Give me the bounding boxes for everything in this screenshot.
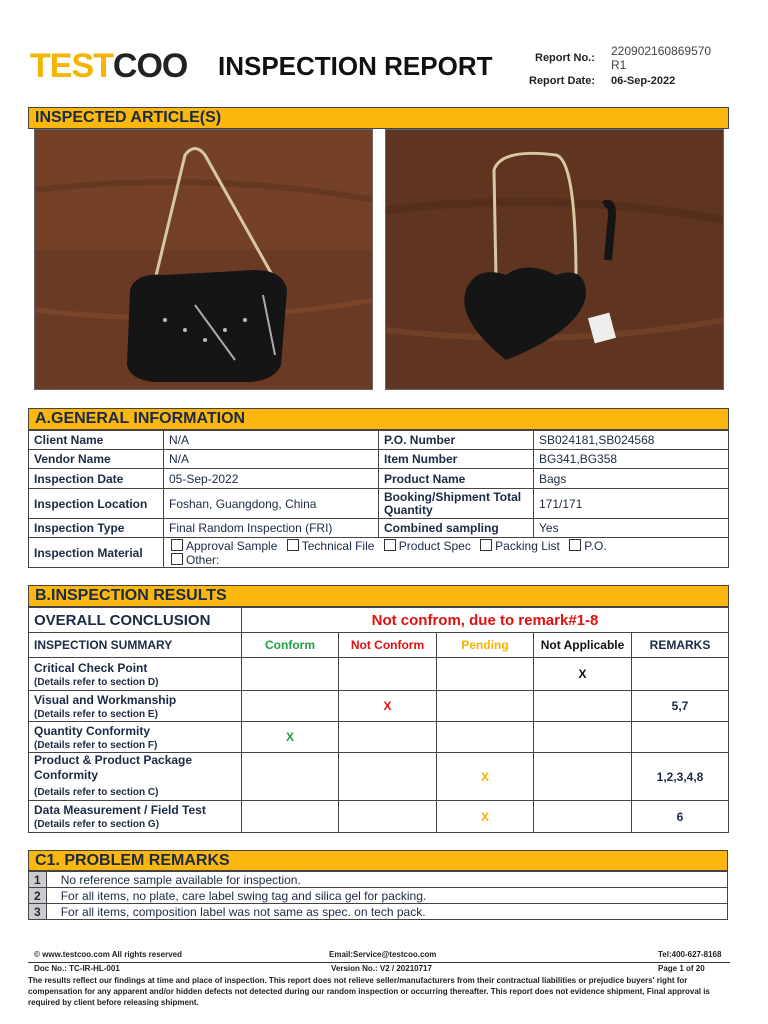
check-item bbox=[29, 753, 242, 801]
conform-cell bbox=[242, 658, 339, 691]
info-value: 05-Sep-2022 bbox=[164, 469, 379, 489]
inspection-results-table bbox=[28, 607, 729, 833]
inspection-material-options bbox=[164, 538, 729, 568]
not-applicable-cell bbox=[534, 753, 632, 801]
info-label: Inspection Material bbox=[29, 538, 164, 568]
logo-part-coo: COO bbox=[112, 47, 188, 85]
overall-conclusion-value: Not confrom, due to remark#1-8 bbox=[242, 608, 729, 633]
remarks-cell bbox=[632, 722, 729, 753]
remark-text: For all items, no plate, care label swing tag and silica gel for packing. bbox=[46, 888, 727, 904]
info-label: Inspection Type bbox=[29, 519, 164, 538]
remarks-cell bbox=[632, 658, 729, 691]
check-item-name: Quantity Conformity bbox=[34, 723, 150, 738]
info-value: 171/171 bbox=[534, 489, 729, 519]
report-date-value: 06-Sep-2022 bbox=[611, 75, 676, 87]
technical-file-checkbox[interactable] bbox=[287, 539, 299, 551]
approval-sample-checkbox[interactable] bbox=[171, 539, 183, 551]
remark-number: 1 bbox=[29, 872, 47, 888]
check-item-name: Data Measurement / Field Test bbox=[34, 803, 206, 817]
info-value: Bags bbox=[534, 469, 729, 489]
not-applicable-cell: X bbox=[534, 658, 632, 691]
check-item-name: Critical Check Point bbox=[34, 660, 148, 675]
general-information-heading: A.GENERAL INFORMATION bbox=[28, 408, 729, 430]
packing-list-checkbox[interactable] bbox=[480, 539, 492, 551]
info-row bbox=[29, 519, 729, 538]
footer-page-number: Page 1 of 20 bbox=[658, 964, 705, 973]
page-title: INSPECTION REPORT bbox=[218, 51, 493, 81]
inspected-articles-heading: INSPECTED ARTICLE(S) bbox=[28, 107, 729, 129]
check-item bbox=[29, 658, 242, 691]
checkbox-label: Other: bbox=[186, 552, 220, 567]
inspection-results-heading: B.INSPECTION RESULTS bbox=[28, 585, 729, 607]
pending-cell bbox=[437, 658, 534, 691]
conform-header: Conform bbox=[242, 633, 339, 658]
conform-cell bbox=[242, 691, 339, 722]
table-row bbox=[29, 691, 729, 722]
check-item-detail: (Details refer to section F) bbox=[34, 739, 158, 751]
testcoo-logo bbox=[30, 48, 187, 84]
not-conform-cell bbox=[339, 801, 437, 833]
table-row bbox=[29, 722, 729, 753]
remarks-header: REMARKS bbox=[632, 633, 729, 658]
info-row bbox=[29, 489, 729, 519]
not-conform-header: Not Conform bbox=[339, 633, 437, 658]
remark-text: No reference sample available for inspection. bbox=[46, 872, 727, 888]
info-label: Item Number bbox=[379, 450, 534, 469]
pending-cell: X bbox=[437, 801, 534, 833]
not-conform-cell bbox=[339, 753, 437, 801]
info-label: P.O. Number bbox=[379, 431, 534, 450]
report-date-label: Report Date: bbox=[529, 75, 596, 87]
info-label: Vendor Name bbox=[29, 450, 164, 469]
info-label: Booking/Shipment Total Quantity bbox=[379, 489, 534, 519]
check-item-detail: (Details refer to section C) bbox=[34, 787, 159, 798]
info-row bbox=[29, 469, 729, 489]
conform-cell bbox=[242, 753, 339, 801]
info-label: Client Name bbox=[29, 431, 164, 450]
info-row bbox=[29, 450, 729, 469]
footer-version: Version No.: V2 / 20210717 bbox=[331, 964, 432, 973]
info-value: Yes bbox=[534, 519, 729, 538]
footer-website: © www.testcoo.com All rights reserved bbox=[34, 950, 183, 959]
pending-cell: X bbox=[437, 753, 534, 801]
report-no-label: Report No.: bbox=[535, 52, 595, 64]
not-applicable-cell bbox=[534, 722, 632, 753]
logo-part-test: TEST bbox=[30, 47, 113, 85]
info-label: Inspection Location bbox=[29, 489, 164, 519]
footer-tel: Tel:400-627-8168 bbox=[658, 950, 722, 959]
check-item bbox=[29, 801, 242, 833]
conform-cell: X bbox=[242, 722, 339, 753]
info-value: N/A bbox=[164, 431, 379, 450]
remark-text: For all items, composition label was not same as spec. on tech pack. bbox=[46, 904, 727, 920]
remark-number: 3 bbox=[29, 904, 47, 920]
remarks-cell: 5,7 bbox=[632, 691, 729, 722]
product-photo-1 bbox=[34, 129, 373, 390]
info-row bbox=[29, 431, 729, 450]
bag-photo-2-image bbox=[386, 130, 724, 390]
not-conform-cell bbox=[339, 658, 437, 691]
remarks-cell: 1,2,3,4,8 bbox=[632, 753, 729, 801]
not-conform-cell: X bbox=[339, 691, 437, 722]
problem-remarks-table bbox=[28, 871, 728, 920]
info-value: BG341,BG358 bbox=[534, 450, 729, 469]
table-row bbox=[29, 658, 729, 691]
not-applicable-header: Not Applicable bbox=[534, 633, 632, 658]
info-label: Product Name bbox=[379, 469, 534, 489]
remark-number: 2 bbox=[29, 888, 47, 904]
table-row bbox=[29, 753, 729, 801]
check-item bbox=[29, 691, 242, 722]
remarks-cell: 6 bbox=[632, 801, 729, 833]
info-value: Foshan, Guangdong, China bbox=[164, 489, 379, 519]
general-information-table bbox=[28, 430, 729, 568]
check-item-name: Product & Product Package Conformity bbox=[34, 753, 193, 782]
pending-header: Pending bbox=[437, 633, 534, 658]
info-label: Inspection Date bbox=[29, 469, 164, 489]
other-checkbox[interactable] bbox=[171, 553, 183, 565]
checkbox-label: P.O. bbox=[584, 538, 607, 553]
checkbox-label: Approval Sample bbox=[186, 538, 278, 553]
checkbox-label: Packing List bbox=[495, 538, 560, 553]
check-item bbox=[29, 722, 242, 753]
pending-cell bbox=[437, 722, 534, 753]
check-item-name: Visual and Workmanship bbox=[34, 692, 177, 707]
table-row bbox=[29, 904, 728, 920]
info-value: Final Random Inspection (FRI) bbox=[164, 519, 379, 538]
inspection-summary-label: INSPECTION SUMMARY bbox=[29, 633, 242, 658]
check-item-detail: (Details refer to section E) bbox=[34, 708, 158, 720]
table-row bbox=[29, 888, 728, 904]
overall-conclusion-row bbox=[29, 608, 729, 633]
report-no-value: 220902160869570 bbox=[611, 44, 712, 58]
checkbox-label: Product Spec bbox=[398, 538, 471, 553]
checkbox-label: Technical File bbox=[301, 538, 375, 553]
not-conform-cell bbox=[339, 722, 437, 753]
footer-email: Email:Service@testcoo.com bbox=[329, 950, 437, 959]
table-row bbox=[29, 872, 728, 888]
info-label: Combined sampling bbox=[379, 519, 534, 538]
info-row bbox=[29, 538, 729, 568]
product-spec-checkbox[interactable] bbox=[384, 539, 396, 551]
info-value: SB024181,SB024568 bbox=[534, 431, 729, 450]
not-applicable-cell bbox=[534, 801, 632, 833]
table-row bbox=[29, 801, 729, 833]
footer-disclaimer: The results reflect our findings at time and place of inspection. This report does not relieve seller/manufacturers from their contractual liabilities or prejudice buyers' right for compensation for any apparent and/or hidden defects not detected during our random inspection or occurring thereafter. This report does not evidence shipment, Final approval is required by client before releasing shipment. bbox=[28, 976, 710, 1007]
footer-doc-no: Doc No.: TC-IR-HL-001 bbox=[34, 964, 120, 973]
footer-divider bbox=[28, 962, 730, 963]
report-no-revision: R1 bbox=[611, 58, 627, 72]
problem-remarks-heading: C1. PROBLEM REMARKS bbox=[28, 850, 728, 871]
check-item-detail: (Details refer to section G) bbox=[34, 819, 160, 830]
po-checkbox[interactable] bbox=[569, 539, 581, 551]
overall-conclusion-label: OVERALL CONCLUSION bbox=[29, 608, 242, 633]
summary-header-row bbox=[29, 633, 729, 658]
pending-cell bbox=[437, 691, 534, 722]
not-applicable-cell bbox=[534, 691, 632, 722]
check-item-detail: (Details refer to section D) bbox=[34, 676, 159, 688]
info-value: N/A bbox=[164, 450, 379, 469]
bag-photo-1-image bbox=[35, 130, 373, 390]
conform-cell bbox=[242, 801, 339, 833]
product-photo-2 bbox=[385, 129, 724, 390]
